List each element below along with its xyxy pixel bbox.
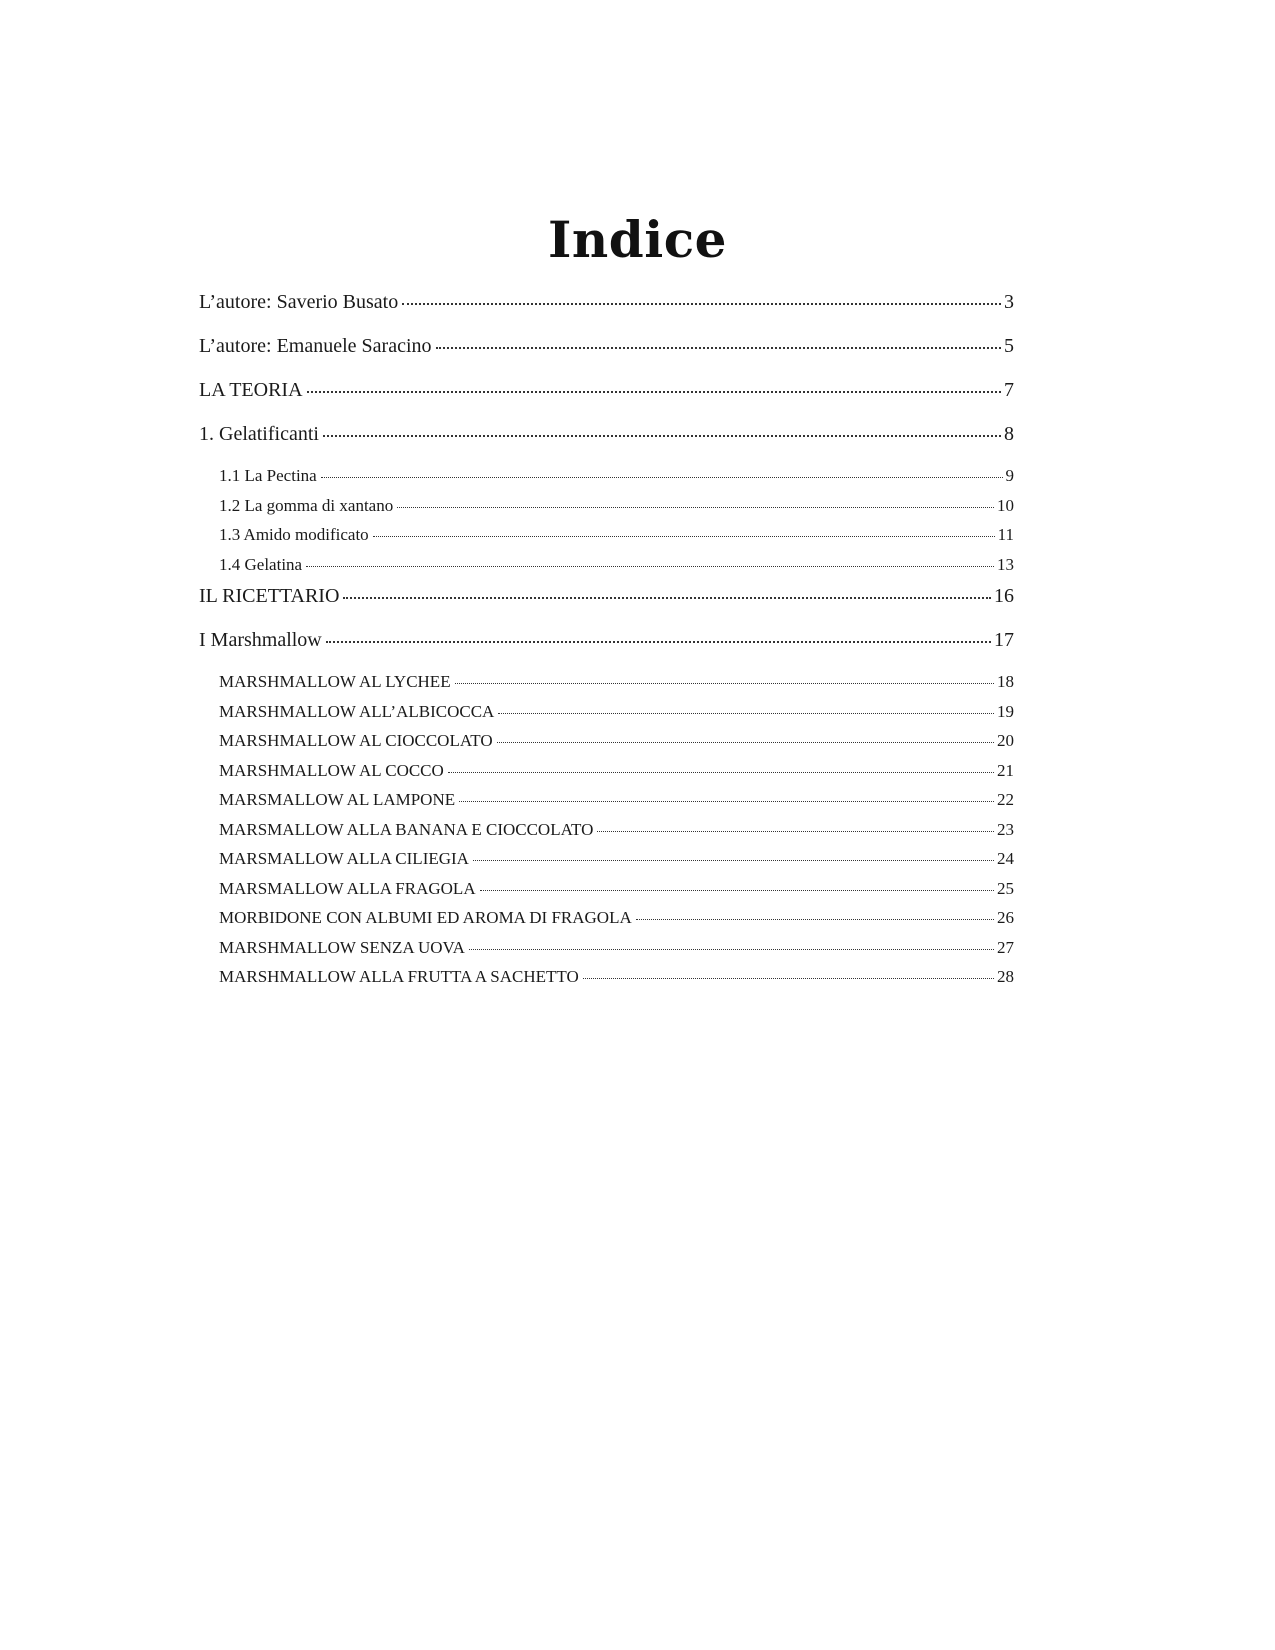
toc-entry-page: 10 [997,495,1014,515]
dot-leader [498,713,994,714]
toc-subentry[interactable] [199,790,1014,820]
toc-entry-label: LA TEORIA [199,379,303,401]
toc-entry-label: MARSHMALLOW AL COCCO [219,760,444,780]
toc-entry-label: L’autore: Saverio Busato [199,291,399,313]
toc-entry-page: 3 [1004,291,1014,313]
dot-leader [497,742,994,743]
dot-leader [597,831,994,832]
toc-subentry[interactable] [199,879,1014,909]
dot-leader [343,597,991,599]
toc-entry-page: 22 [997,790,1014,809]
toc-entry-page: 19 [997,701,1014,721]
toc-subentry[interactable] [199,702,1014,732]
toc-entry[interactable] [199,334,1014,378]
toc-entry-label: MARSMALLOW ALLA CILIEGIA [219,849,469,868]
toc-entry-page: 8 [1004,423,1014,445]
toc-entry-label: MORBIDONE CON ALBUMI ED AROMA DI FRAGOLA [219,908,632,927]
toc-subentry[interactable] [199,849,1014,879]
dot-leader [307,391,1001,393]
toc-entry[interactable] [199,422,1014,466]
toc-entry[interactable] [199,290,1014,334]
toc-subentry[interactable] [199,525,1014,555]
dot-leader [436,347,1002,349]
toc-entry[interactable] [199,378,1014,422]
toc-entry-label: MARSHMALLOW AL CIOCCOLATO [219,731,493,750]
dot-leader [448,772,994,773]
toc-entry-label: MARSMALLOW ALLA FRAGOLA [219,878,476,898]
toc-entry-label: IL RICETTARIO [199,585,340,607]
toc-subentry[interactable] [199,908,1014,938]
toc-subentry[interactable] [199,496,1014,526]
toc-entry-page: 7 [1004,379,1014,401]
toc-entry-label: 1.2 La gomma di xantano [219,495,394,515]
dot-leader [459,801,994,802]
toc-subentry[interactable] [199,761,1014,791]
toc-subentry[interactable] [199,967,1014,997]
toc-entry-page: 26 [997,908,1014,927]
toc-entry-label: I Marshmallow [199,629,322,651]
toc-entry-label: MARSMALLOW ALLA BANANA E CIOCCOLATO [219,819,594,839]
toc-entry-page: 13 [997,554,1014,574]
dot-leader [469,949,994,950]
toc-entry-label: MARSHMALLOW ALLA FRUTTA A SACHETTO [219,967,579,986]
dot-leader [636,919,994,920]
dot-leader [306,566,994,567]
toc-entry-page: 20 [997,731,1014,750]
toc-entry-label: 1. Gelatificanti [199,423,319,445]
dot-leader [480,890,994,891]
toc-subentry[interactable] [199,731,1014,761]
toc-entry-label: MARSHMALLOW AL LYCHEE [219,672,451,691]
dot-leader [323,435,1001,437]
toc-entry-label: L’autore: Emanuele Saracino [199,335,432,357]
dot-leader [455,683,994,684]
toc-entry[interactable] [199,584,1014,628]
dot-leader [321,477,1003,478]
toc-entry-page: 27 [997,937,1014,957]
toc-subentry[interactable] [199,938,1014,968]
toc-entry-page: 23 [997,819,1014,839]
toc-entry-label: MARSHMALLOW SENZA UOVA [219,937,465,957]
dot-leader [373,536,995,537]
table-of-contents [199,290,1014,997]
dot-leader [326,641,991,643]
toc-entry-page: 16 [994,585,1014,607]
toc-entry-label: MARSHMALLOW ALL’ALBICOCCA [219,701,495,721]
dot-leader [473,860,994,861]
page-title: Indice [548,209,727,269]
toc-entry-page: 9 [1005,466,1014,485]
toc-entry-label: MARSMALLOW AL LAMPONE [219,790,456,809]
toc-entry-label: 1.3 Amido modificato [219,525,369,544]
toc-entry-label: 1.1 La Pectina [219,466,317,485]
dot-leader [402,303,1001,305]
toc-entry-page: 5 [1004,335,1014,357]
toc-entry-page: 28 [997,967,1014,986]
toc-entry-page: 11 [997,525,1014,544]
toc-entry-page: 24 [997,849,1014,868]
toc-subentry[interactable] [199,466,1014,496]
toc-subentry[interactable] [199,672,1014,702]
toc-entry[interactable] [199,628,1014,672]
toc-entry-page: 17 [994,629,1014,651]
toc-entry-page: 25 [997,878,1014,898]
toc-entry-page: 21 [997,760,1014,780]
toc-subentry[interactable] [199,820,1014,850]
toc-subentry[interactable] [199,555,1014,585]
dot-leader [583,978,994,979]
toc-entry-page: 18 [997,672,1014,691]
toc-entry-label: 1.4 Gelatina [219,554,303,574]
dot-leader [397,507,994,508]
